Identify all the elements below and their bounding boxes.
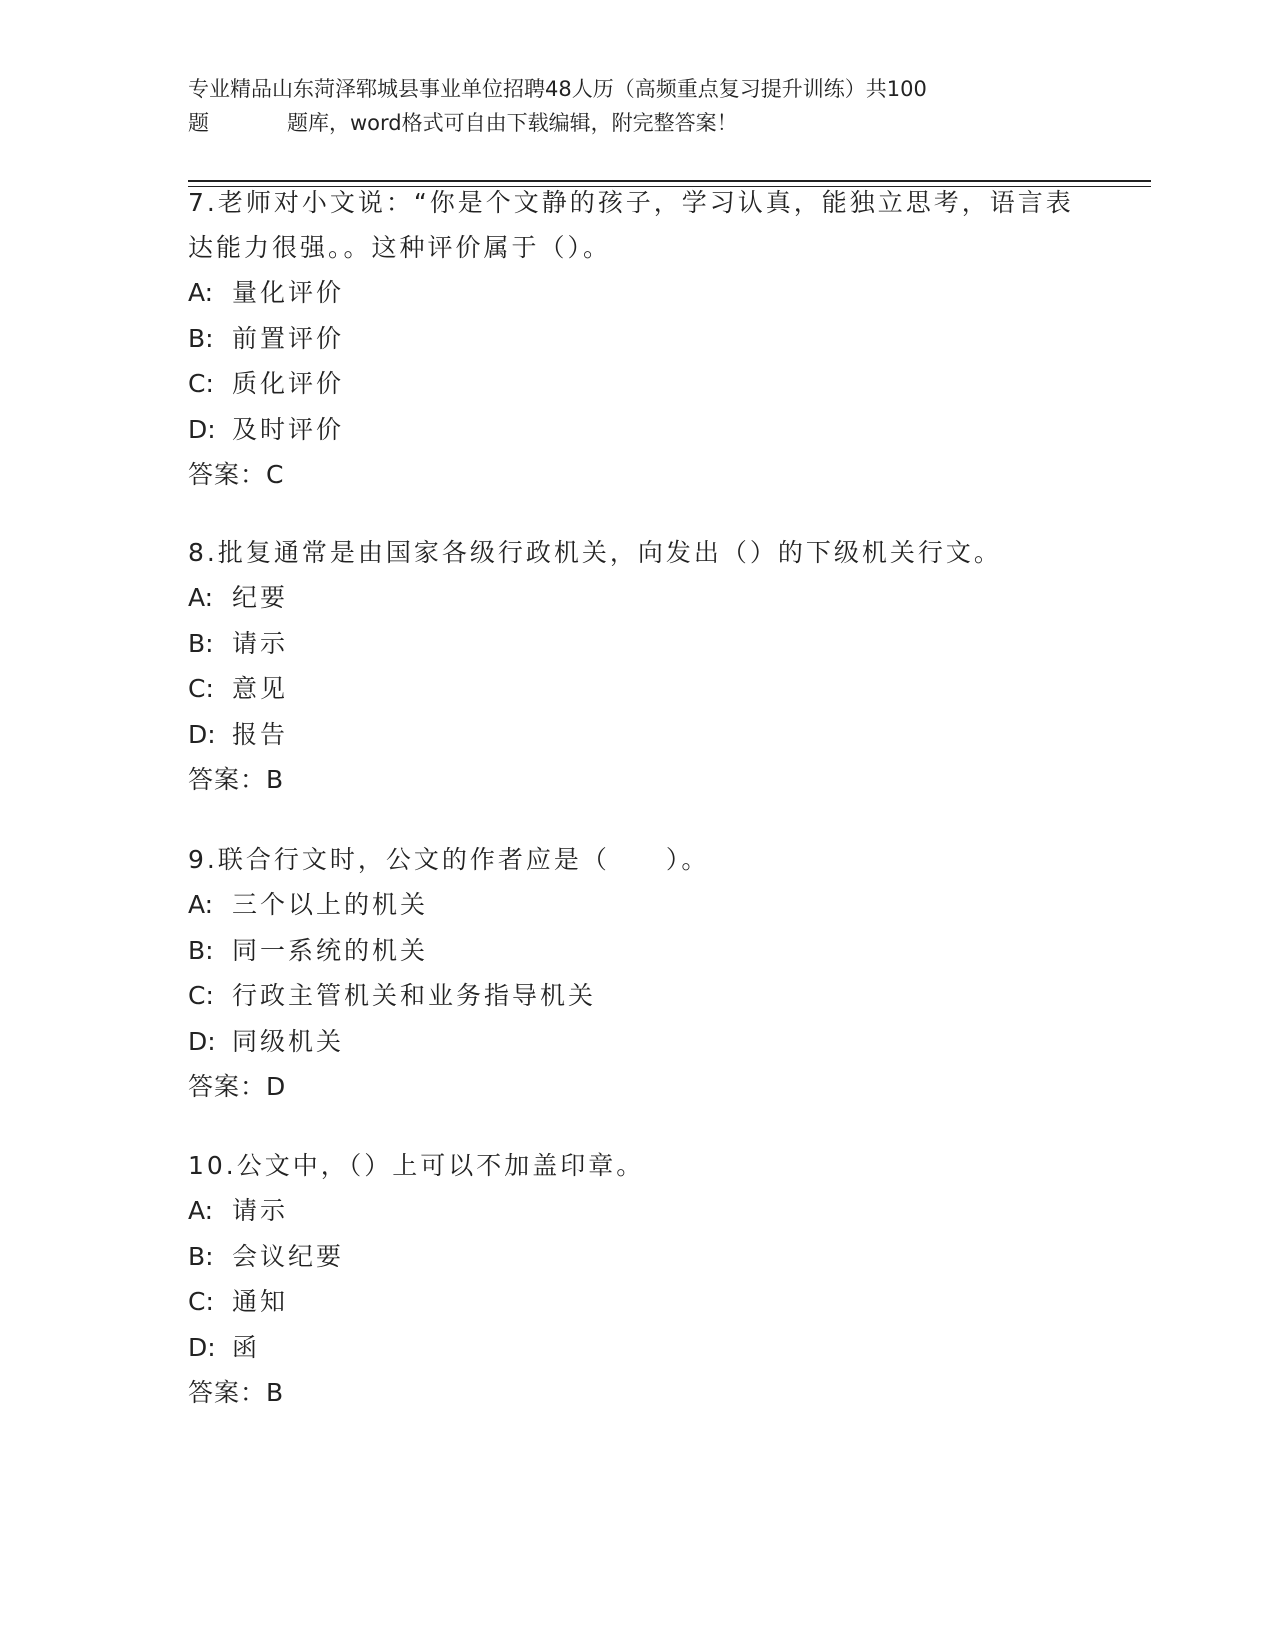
option-b (188, 928, 1088, 974)
option-c (188, 666, 1088, 712)
answer: 答案：B (188, 765, 285, 794)
option-key: D: (188, 414, 216, 444)
question-10 (188, 1143, 1088, 1415)
question-9 (188, 837, 1088, 1109)
option-text: 行政主管机关和业务指导机关 (232, 981, 597, 1010)
option-text: 通知 (232, 1287, 289, 1316)
option-key: A: (188, 1196, 214, 1225)
option-c (188, 361, 1088, 407)
option-key: C: (188, 1287, 214, 1316)
option-key: C: (188, 981, 214, 1010)
option-text: 意见 (232, 674, 289, 703)
question-text: 8.批复通常是由国家各级行政机关，向发出（）的下级机关行文。 (188, 538, 1002, 567)
option-text: 量化评价 (232, 278, 345, 307)
option-key: A: (188, 890, 214, 919)
answer: 答案：D (188, 1072, 287, 1101)
option-text: 质化评价 (232, 369, 345, 398)
option-key: D: (188, 719, 216, 749)
option-key: C: (188, 674, 214, 703)
option-text: 会议纪要 (232, 1241, 345, 1271)
option-key: B: (188, 935, 214, 965)
option-b (188, 316, 1088, 362)
option-key: D: (188, 1332, 216, 1362)
option-text: 同级机关 (232, 1026, 345, 1056)
option-text: 请示 (232, 628, 289, 658)
option-a (188, 270, 1088, 316)
option-d (188, 712, 1088, 758)
option-d (188, 407, 1088, 453)
option-text: 前置评价 (232, 323, 345, 353)
header-title-line-2-start: 题 (188, 111, 209, 135)
option-d (188, 1325, 1088, 1371)
option-key: A: (188, 583, 214, 612)
document-header (188, 72, 1088, 140)
question-text: 9.联合行文时，公文的作者应是（ ）。 (188, 845, 710, 874)
option-text: 同一系统的机关 (232, 935, 429, 965)
option-key: A: (188, 278, 214, 307)
option-key: D: (188, 1026, 216, 1056)
option-text: 请示 (232, 1196, 289, 1225)
option-key: B: (188, 1241, 214, 1271)
question-7 (188, 180, 1088, 497)
answer: 答案：B (188, 1378, 285, 1407)
option-text: 报告 (232, 719, 289, 749)
option-c (188, 973, 1088, 1019)
option-b (188, 1234, 1088, 1280)
option-a (188, 1188, 1088, 1234)
question-text: 7.老师对小文说：“你是个文静的孩子，学习认真，能独立思考，语言表达能力很强。。这种评价属于（）。 (188, 188, 1074, 262)
header-title-line-2-end: 题库，word格式可自由下载编辑，附完整答案！ (287, 111, 738, 135)
question-8 (188, 530, 1088, 802)
option-key: C: (188, 369, 214, 398)
option-b (188, 621, 1088, 667)
option-d (188, 1019, 1088, 1065)
answer: 答案：C (188, 460, 285, 489)
option-text: 三个以上的机关 (232, 890, 429, 919)
option-key: B: (188, 628, 214, 658)
option-text: 纪要 (232, 583, 289, 612)
option-a (188, 882, 1088, 928)
option-key: B: (188, 323, 214, 353)
header-title-line-2 (188, 106, 1088, 140)
question-text: 10.公文中，（）上可以不加盖印章。 (188, 1151, 645, 1180)
option-text: 函 (232, 1332, 261, 1362)
option-text: 及时评价 (232, 414, 345, 444)
option-c (188, 1279, 1088, 1325)
header-title-line-1: 专业精品山东菏泽郓城县事业单位招聘48人历（高频重点复习提升训练）共100 (188, 77, 927, 101)
option-a (188, 575, 1088, 621)
